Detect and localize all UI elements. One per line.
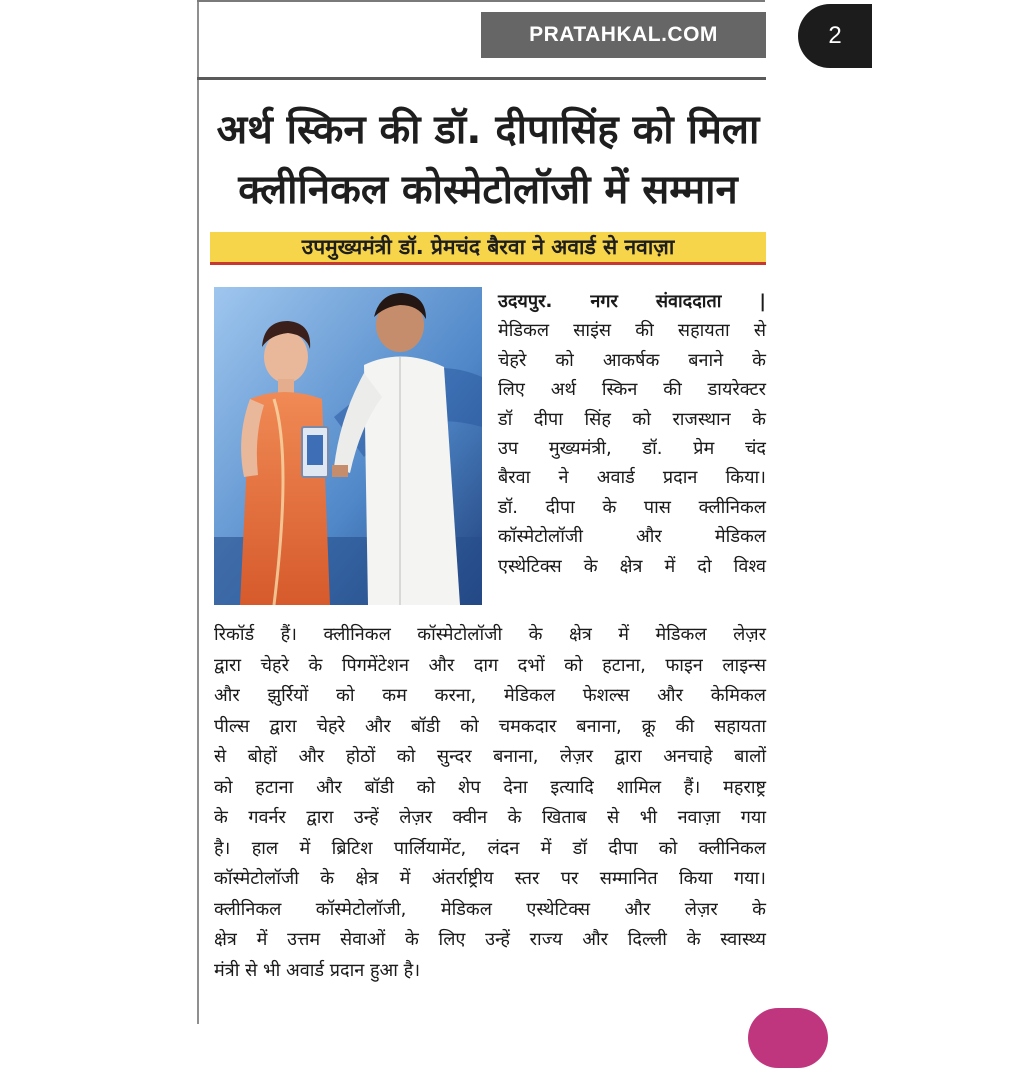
column-text-line: कॉस्मेटोलॉजी और मेडिकल bbox=[498, 526, 766, 548]
body-text-line: क्षेत्र में उत्तम सेवाओं के लिए उन्हें राज्य और दिल्ली के स्वास्थ्य bbox=[214, 929, 766, 950]
headline-line: क्लीनिकल कोस्मेटोलॉजी में सम्मान bbox=[238, 167, 738, 213]
award-ceremony-photo bbox=[214, 287, 482, 605]
subheadline: उपमुख्यमंत्री डॉ. प्रेमचंद बैरवा ने अवार्ड से नवाज़ा bbox=[210, 232, 766, 265]
body-text-line: से बोहों और होठों को सुन्दर बनाना, लेज़र द्वारा अनचाहे बालों bbox=[214, 746, 766, 767]
headline bbox=[208, 100, 768, 220]
body-text-line: मंत्री से भी अवार्ड प्रदान हुआ है। bbox=[214, 959, 421, 981]
column-text-line: चेहरे को आकर्षक बनाने के bbox=[498, 349, 766, 371]
header-rule bbox=[197, 77, 766, 80]
dateline: उदयपुर. नगर संवाददाता | bbox=[498, 291, 766, 312]
body-text-line: पील्स द्वारा चेहरे और बॉडी को चमकदार बनाना, क्रू की सहायता bbox=[214, 715, 766, 737]
page-number-badge: 2 bbox=[798, 4, 872, 68]
headline-line: अर्थ स्किन की डॉ. दीपासिंह को मिला bbox=[216, 107, 760, 153]
pink-corner-decoration bbox=[748, 1008, 828, 1068]
body-text-line: को हटाना और बॉडी को शेप देना इत्यादि शामिल हैं। महराष्ट्र bbox=[214, 776, 766, 798]
body-text-line: क्लीनिकल कॉस्मेटोलॉजी, मेडिकल एस्थेटिक्स और लेज़र के bbox=[214, 898, 766, 920]
body-text-line: कॉस्मेटोलॉजी के क्षेत्र में अंतर्राष्ट्रीय स्तर पर सम्मानित किया गया। bbox=[214, 868, 766, 889]
site-name-banner: PRATAHKAL.COM bbox=[481, 12, 766, 58]
body-text-line: और झुर्रियों को कम करना, मेडिकल फेशल्स और केमिकल bbox=[214, 685, 766, 706]
column-text-line: डॉ. दीपा के पास क्लीनिकल bbox=[498, 496, 766, 518]
body-text-line: के गवर्नर द्वारा उन्हें लेज़र क्वीन के खिताब से भी नवाज़ा गया bbox=[214, 807, 766, 828]
top-rule bbox=[197, 0, 765, 2]
body-text-line: रिकॉर्ड हैं। क्लीनिकल कॉस्मेटोलॉजी के क्षेत्र में मेडिकल लेज़र bbox=[214, 624, 766, 645]
left-column-rule bbox=[197, 0, 199, 1024]
column-text-line: मेडिकल साइंस की सहायता से bbox=[498, 320, 766, 342]
column-text-line: बैरवा ने अवार्ड प्रदान किया। bbox=[498, 467, 766, 489]
body-text-line: है। हाल में ब्रिटिश पार्लियामेंट, लंदन में डॉ दीपा को क्लीनिकल bbox=[214, 837, 766, 859]
column-text-line: डॉ दीपा सिंह को राजस्थान के bbox=[498, 408, 766, 430]
article-body bbox=[214, 620, 766, 986]
column-text-line: लिए अर्थ स्किन की डायरेक्टर bbox=[498, 379, 766, 401]
column-text-line: एस्थेटिक्स के क्षेत्र में दो विश्व bbox=[498, 555, 766, 577]
column-text-line: उप मुख्यमंत्री, डॉ. प्रेम चंद bbox=[498, 438, 766, 460]
article-lead-column bbox=[498, 287, 766, 581]
body-text-line: द्वारा चेहरे के पिगमेंटेशन और दाग दभों को हटाना, फाइन लाइन्स bbox=[214, 654, 766, 676]
